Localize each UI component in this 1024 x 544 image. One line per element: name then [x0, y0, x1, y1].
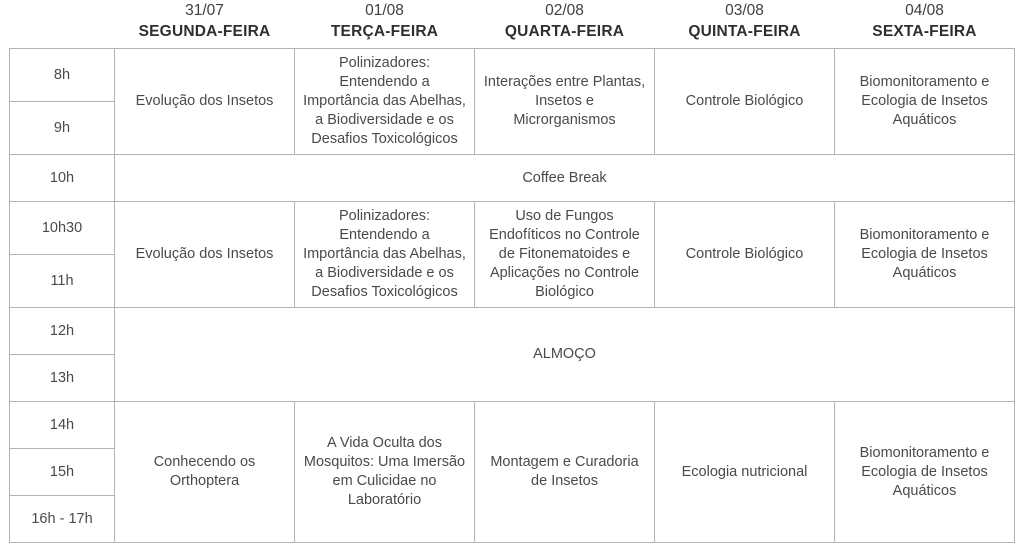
table-row	[10, 402, 1015, 449]
header-corner-empty	[10, 0, 115, 49]
header-day-wednesday	[475, 0, 655, 49]
session-thursday-midmorning: Controle Biológico	[655, 202, 835, 308]
time-slot-9h: 9h	[10, 102, 115, 155]
header-day-thursday	[655, 0, 835, 49]
table-row	[10, 49, 1015, 102]
session-wednesday-morning: Interações entre Plantas, Insetos e Microrganismos	[475, 49, 655, 155]
session-friday-midmorning: Biomonitoramento e Ecologia de Insetos Aquáticos	[835, 202, 1015, 308]
session-tuesday-afternoon: A Vida Oculta dos Mosquitos: Uma Imersão em Culicidae no Laboratório	[295, 402, 475, 543]
header-day-monday	[115, 0, 295, 49]
session-wednesday-afternoon: Montagem e Curadoria de Insetos	[475, 402, 655, 543]
header-day-friday	[835, 0, 1015, 49]
session-coffee-break: Coffee Break	[115, 155, 1015, 202]
time-slot-13h: 13h	[10, 355, 115, 402]
header-weekday-tuesday: TERÇA-FEIRA	[330, 23, 439, 40]
header-weekday-friday: SEXTA-FEIRA	[872, 23, 977, 40]
header-date-thursday: 03/08	[725, 2, 764, 19]
table-header-row	[10, 0, 1015, 49]
time-slot-15h: 15h	[10, 449, 115, 496]
session-thursday-afternoon: Ecologia nutricional	[655, 402, 835, 543]
header-weekday-thursday: QUINTA-FEIRA	[688, 23, 801, 40]
header-date-wednesday: 02/08	[545, 2, 584, 19]
time-slot-10h: 10h	[10, 155, 115, 202]
time-slot-16h-17h: 16h - 17h	[10, 496, 115, 543]
time-slot-14h: 14h	[10, 402, 115, 449]
session-friday-morning: Biomonitoramento e Ecologia de Insetos Aquáticos	[835, 49, 1015, 155]
header-date-tuesday: 01/08	[365, 2, 404, 19]
table-row	[10, 155, 1015, 202]
time-slot-12h: 12h	[10, 308, 115, 355]
header-weekday-monday: SEGUNDA-FEIRA	[138, 23, 271, 40]
table-row	[10, 308, 1015, 355]
header-day-tuesday	[295, 0, 475, 49]
header-date-friday: 04/08	[905, 2, 944, 19]
time-slot-11h: 11h	[10, 255, 115, 308]
session-thursday-morning: Controle Biológico	[655, 49, 835, 155]
session-tuesday-midmorning: Polinizadores: Entendendo a Importância das Abelhas, a Biodiversidade e os Desafios Toxicológicos	[295, 202, 475, 308]
session-wednesday-midmorning: Uso de Fungos Endofíticos no Controle de Fitonematoides e Aplicações no Controle Biológico	[475, 202, 655, 308]
table-row	[10, 202, 1015, 255]
session-monday-afternoon: Conhecendo os Orthoptera	[115, 402, 295, 543]
header-date-monday: 31/07	[185, 2, 224, 19]
session-lunch: ALMOÇO	[115, 308, 1015, 402]
schedule-table	[9, 0, 1015, 543]
time-slot-10h30: 10h30	[10, 202, 115, 255]
session-monday-midmorning: Evolução dos Insetos	[115, 202, 295, 308]
time-slot-8h: 8h	[10, 49, 115, 102]
session-tuesday-morning: Polinizadores: Entendendo a Importância das Abelhas, a Biodiversidade e os Desafios Toxicológicos	[295, 49, 475, 155]
session-monday-morning: Evolução dos Insetos	[115, 49, 295, 155]
header-weekday-wednesday: QUARTA-FEIRA	[504, 23, 625, 40]
session-friday-afternoon: Biomonitoramento e Ecologia de Insetos Aquáticos	[835, 402, 1015, 543]
